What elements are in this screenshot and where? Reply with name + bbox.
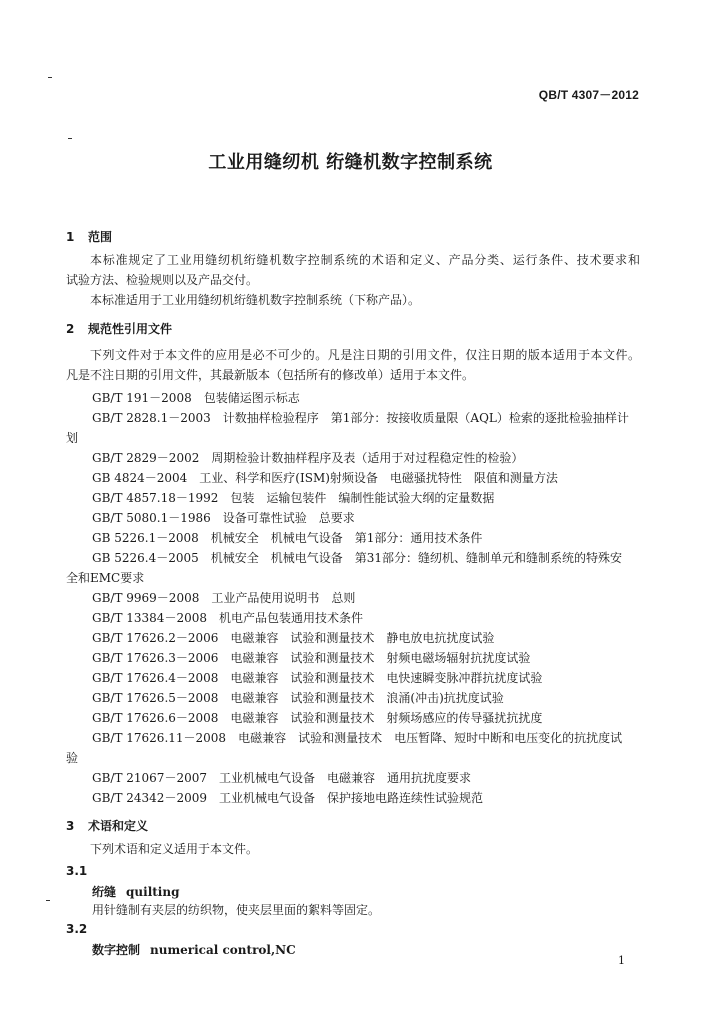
section-3-heading [66, 817, 148, 834]
section-title: 范围 [88, 230, 113, 244]
reference-item: GB/T 24342－2009 工业机械电气设备 保护接地电路连续性试验规范 [92, 791, 483, 805]
scan-mark [48, 77, 52, 78]
term-clause-number: 3.1 [66, 864, 88, 878]
section-number: 3 [66, 819, 75, 833]
reference-item: GB/T 17626.2－2006 电磁兼容 试验和测量技术 静电放电抗扰度试验 [92, 631, 495, 645]
reference-item: GB/T 191－2008 包装储运图示标志 [92, 391, 300, 405]
section-number: 2 [66, 322, 75, 336]
term-definition: 用针缝制有夹层的纺织物，使夹层里面的絮料等固定。 [92, 903, 381, 917]
section-2-heading [66, 320, 172, 337]
page-title: 工业用缝纫机 绗缝机数字控制系统 [208, 152, 493, 173]
paragraph-line: 下列文件对于本文件的应用是必不可少的。凡是注日期的引用文件，仅注日期的版本适用于本文件。 [90, 348, 640, 362]
paragraph-line: 本标准适用于工业用缝纫机绗缝机数字控制系统（下称产品）。 [90, 293, 421, 307]
reference-item: GB 5226.1－2008 机械安全 机械电气设备 第1部分：通用技术条件 [92, 531, 483, 545]
reference-item: GB/T 2829－2002 周期检验计数抽样程序及表（适用于对过程稳定性的检验） [92, 451, 524, 465]
reference-item: GB/T 2828.1－2003 计数抽样检验程序 第1部分：按接收质量限（AQL）检索的逐批检验抽样计 [92, 411, 629, 425]
reference-item: GB/T 4857.18－1992 包装 运输包装件 编制性能试验大纲的定量数据 [92, 491, 495, 505]
term-zh: 数字控制 [92, 943, 141, 957]
reference-item: GB 5226.4－2005 机械安全 机械电气设备 第31部分：缝纫机、缝制单元和缝制系统的特殊安 [92, 551, 623, 565]
paragraph-line: 凡是不注日期的引用文件，其最新版本（包括所有的修改单）适用于本文件。 [66, 368, 475, 382]
reference-item: GB/T 21067－2007 工业机械电气设备 电磁兼容 通用抗扰度要求 [92, 771, 471, 785]
paragraph-line: 下列术语和定义适用于本文件。 [90, 842, 259, 856]
term-heading [92, 941, 296, 958]
reference-item: GB/T 13384－2008 机电产品包装通用技术条件 [92, 611, 363, 625]
reference-item-continued: 验 [66, 751, 79, 765]
reference-item-continued: 划 [66, 431, 79, 445]
paragraph-line: 本标准规定了工业用缝纫机绗缝机数字控制系统的术语和定义、产品分类、运行条件、技术要求和 [90, 253, 640, 267]
reference-item: GB/T 5080.1－1986 设备可靠性试验 总要求 [92, 511, 355, 525]
standard-code: QB/T 4307－2012 [538, 88, 639, 102]
section-number: 1 [66, 230, 75, 244]
term-clause-number: 3.2 [66, 922, 88, 936]
reference-item: GB/T 9969－2008 工业产品使用说明书 总则 [92, 591, 356, 605]
section-title: 术语和定义 [88, 819, 149, 833]
section-title: 规范性引用文件 [88, 322, 173, 336]
reference-item-continued: 全和EMC要求 [66, 571, 145, 585]
reference-item: GB/T 17626.3－2006 电磁兼容 试验和测量技术 射频电磁场辐射抗扰度试验 [92, 651, 531, 665]
section-1-heading [66, 228, 112, 245]
term-en: numerical control,NC [150, 943, 296, 957]
reference-item: GB/T 17626.5－2008 电磁兼容 试验和测量技术 浪涌(冲击)抗扰度试验 [92, 691, 504, 705]
paragraph-line: 试验方法、检验规则以及产品交付。 [66, 273, 259, 287]
term-zh: 绗缝 [92, 885, 117, 899]
page-number: 1 [618, 954, 625, 967]
scan-mark [46, 900, 50, 901]
reference-item: GB/T 17626.6－2008 电磁兼容 试验和测量技术 射频场感应的传导骚扰抗扰度 [92, 711, 543, 725]
reference-item: GB/T 17626.11－2008 电磁兼容 试验和测量技术 电压暂降、短时中断和电压变化的抗扰度试 [92, 731, 623, 745]
term-en: quilting [126, 885, 180, 899]
reference-item: GB 4824－2004 工业、科学和医疗(ISM)射频设备 电磁骚扰特性 限值和测量方法 [92, 471, 558, 485]
reference-item: GB/T 17626.4－2008 电磁兼容 试验和测量技术 电快速瞬变脉冲群抗扰度试验 [92, 671, 543, 685]
scan-mark [68, 138, 72, 139]
term-heading [92, 883, 179, 900]
